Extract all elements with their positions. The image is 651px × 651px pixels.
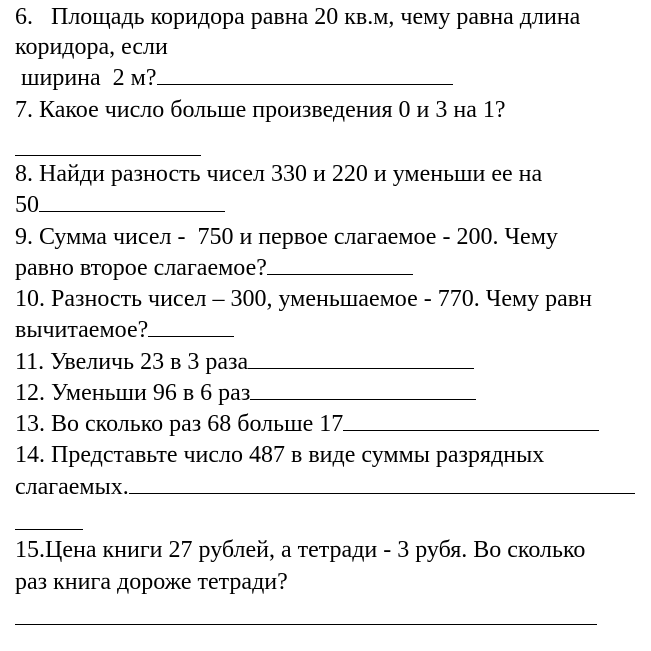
question-13-text: 13. Во сколько раз 68 больше 17 [15, 411, 344, 437]
question-14-line-2 [15, 472, 635, 502]
answer-blank-11[interactable] [248, 347, 474, 369]
question-7-line-1: 7. Какое число больше произведения 0 и 3 на 1? [15, 97, 506, 123]
question-8-line-2 [15, 190, 225, 220]
question-9-line-2 [15, 253, 413, 283]
answer-blank-15[interactable] [15, 623, 597, 625]
question-11-text: 11. Увеличь 23 в 3 раза [15, 349, 249, 375]
question-14-text: слагаемых. [15, 474, 129, 500]
question-6-line-2: коридора, если [15, 34, 168, 60]
answer-blank-14-continued[interactable] [15, 528, 83, 530]
question-10-line-1: 10. Разность чисел – 300, уменьшаемое - 770. Чему равн [15, 286, 592, 312]
question-8-line-1: 8. Найди разность чисел 330 и 220 и уменьши ее на [15, 161, 543, 187]
answer-blank-13[interactable] [343, 409, 599, 431]
answer-blank-12[interactable] [250, 378, 476, 400]
question-9-line-1: 9. Сумма чисел - 750 и первое слагаемое - 200. Чему [15, 224, 558, 250]
question-6-line-1: 6. Площадь коридора равна 20 кв.м, чему равна длина [15, 4, 581, 30]
answer-blank-6[interactable] [157, 63, 453, 85]
answer-blank-10[interactable] [148, 315, 234, 337]
question-12-text: 12. Уменьши 96 в 6 раз [15, 380, 251, 406]
question-9-text: равно второе слагаемое? [15, 255, 267, 281]
question-11-line-1 [15, 347, 474, 377]
answer-blank-8[interactable] [39, 190, 225, 212]
answer-blank-14[interactable] [129, 472, 635, 494]
question-14-line-1: 14. Представьте число 487 в виде суммы разрядных [15, 442, 545, 468]
answer-blank-7[interactable] [15, 154, 201, 156]
answer-blank-9[interactable] [267, 253, 413, 275]
question-10-line-2 [15, 315, 234, 345]
question-15-line-1: 15.Цена книги 27 рублей, а тетради - 3 рубя. Во сколько [15, 537, 586, 563]
question-12-line-1 [15, 378, 476, 408]
question-6-text: ширина 2 м? [15, 65, 157, 91]
question-8-text: 50 [15, 192, 39, 218]
question-15-line-2: раз книга дороже тетради? [15, 569, 288, 595]
question-6-line-3 [15, 63, 453, 93]
question-10-text: вычитаемое? [15, 317, 149, 343]
question-13-line-1 [15, 409, 599, 439]
